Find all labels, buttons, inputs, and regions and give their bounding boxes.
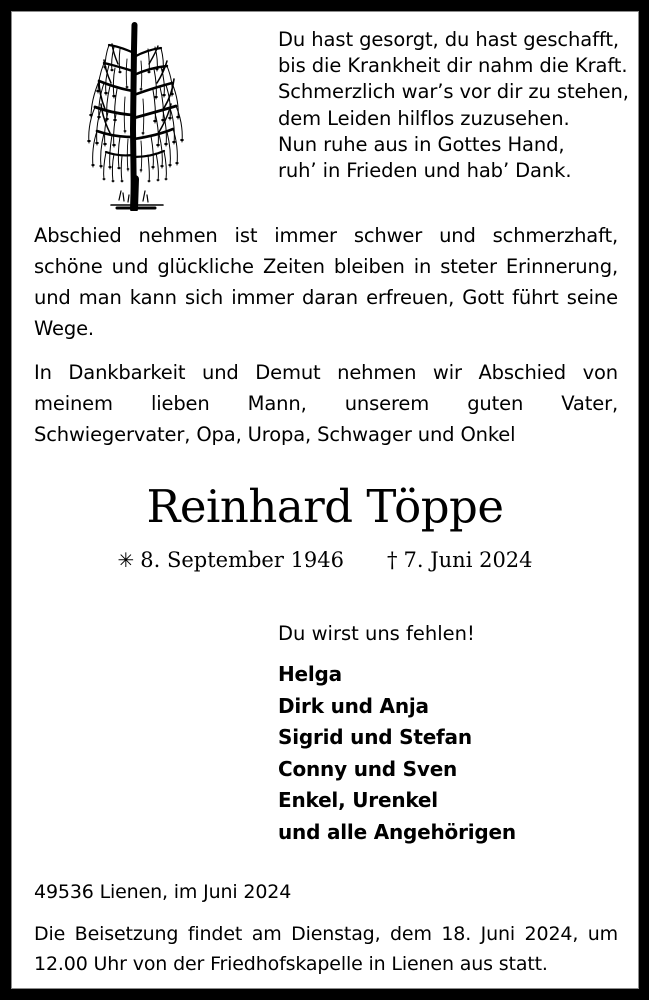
poem-line: bis die Krankheit dir nahm die Kraft. bbox=[278, 54, 628, 78]
birth-star-icon: ✳ bbox=[117, 548, 135, 572]
mourner-name: Conny und Sven bbox=[278, 756, 458, 781]
mourner-name: und alle Angehörigen bbox=[278, 819, 516, 844]
mourners-lead-text: Du wirst uns fehlen! bbox=[278, 622, 475, 645]
life-dates-row bbox=[12, 546, 638, 574]
poem-line: ruh’ in Frieden und hab’ Dank. bbox=[278, 159, 572, 183]
funeral-service-note: Die Beisetzung findet am Dienstag, dem 18. Juni 2024, um 12.00 Uhr von der Friedhofskapelle in Lienen aus statt. bbox=[34, 923, 618, 975]
death-date-item bbox=[387, 546, 533, 574]
mourner-name: Helga bbox=[278, 662, 342, 686]
notice-inner-panel bbox=[11, 11, 639, 989]
announcement-paragraph: In Dankbarkeit und Demut nehmen wir Abschied von meinem lieben Mann, unserem guten Vater, Schwiegervater, Opa, Uropa, Schwager und Onkel bbox=[34, 361, 618, 446]
header-section bbox=[12, 12, 638, 214]
death-cross-icon: † bbox=[387, 548, 398, 572]
deceased-name: Reinhard Töppe bbox=[146, 480, 504, 533]
birth-date: 8. September 1946 bbox=[140, 548, 345, 572]
mourner-name: Sigrid und Stefan bbox=[278, 725, 472, 749]
place-and-date: 49536 Lienen, im Juni 2024 bbox=[34, 881, 292, 903]
poem-line: Du hast gesorgt, du hast geschafft, bbox=[278, 28, 619, 51]
deceased-name-block bbox=[12, 480, 638, 534]
weeping-birch-tree-icon bbox=[75, 19, 197, 211]
poem-line: dem Leiden hilflos zuzusehen. bbox=[278, 106, 570, 130]
death-date: 7. Juni 2024 bbox=[403, 548, 533, 572]
poem-line: Schmerzlich war’s vor dir zu stehen, bbox=[278, 80, 629, 104]
footer-section bbox=[34, 877, 618, 979]
mourner-name: Enkel, Urenkel bbox=[278, 788, 438, 812]
poem-line: Nun ruhe aus in Gottes Hand, bbox=[278, 132, 565, 156]
farewell-paragraph: Abschied nehmen ist immer schwer und schmerzhaft, schöne und glückliche Zeiten bleiben in steter Erinnerung, und man kann sich immer daran erfreuen, Gott führt seine Wege. bbox=[34, 224, 618, 340]
memorial-poem bbox=[278, 27, 629, 184]
body-text-section bbox=[34, 220, 618, 450]
mourners-section bbox=[278, 620, 516, 848]
birth-date-item bbox=[117, 546, 344, 574]
mourner-name: Dirk und Anja bbox=[278, 693, 429, 718]
